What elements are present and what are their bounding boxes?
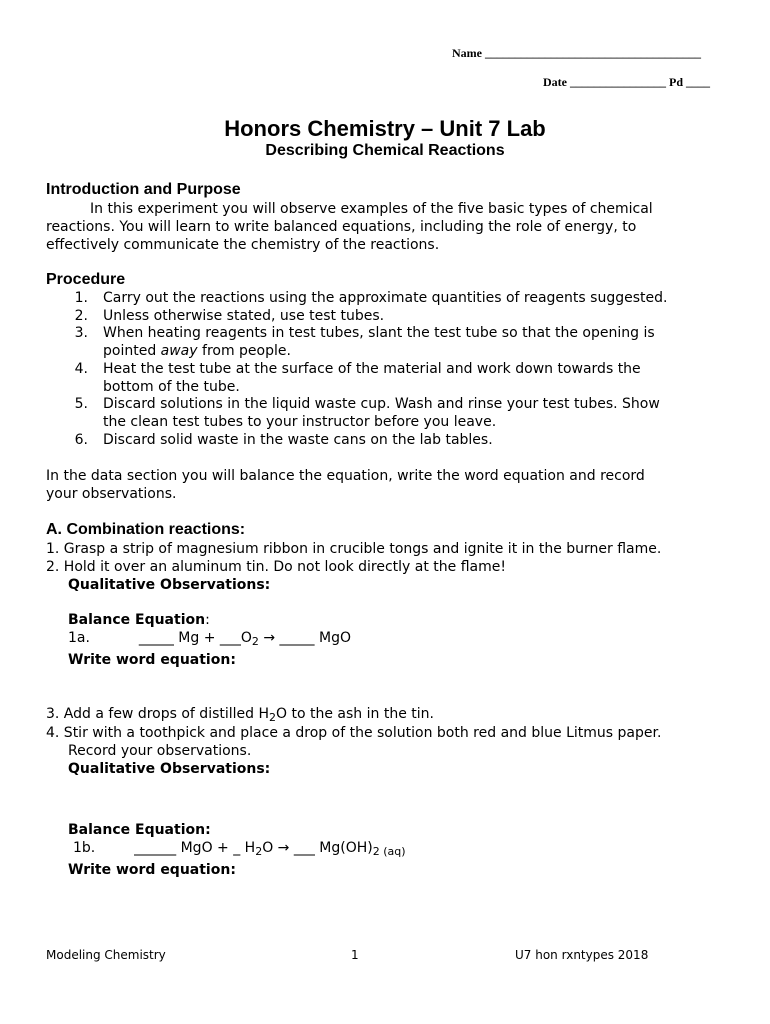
equation-products[interactable]: O → ___ Mg(OH) [262,840,373,856]
procedure-item-line: pointed [103,343,161,360]
procedure-item-line: the clean test tubes to your instructor before you leave. [103,413,497,430]
procedure-item [46,325,746,360]
procedure-item-number: 3. [74,325,88,342]
balance-equation-text: Balance Equation [68,612,206,628]
date-pd-row [543,75,710,90]
procedure-item-number: 1. [74,290,88,306]
write-word-equation-label: Write word equation: [68,652,236,668]
page-subtitle: Describing Chemical Reactions [265,142,505,159]
intro-line-2: reactions. You will learn to write balanced equations, including the role of energy, to [46,219,637,235]
page-title: Honors Chemistry – Unit 7 Lab [224,116,546,141]
subscript: 2 [269,711,277,724]
equation-reactants[interactable]: ______ MgO + _ H [134,840,256,856]
qualitative-observations-label-2: Qualitative Observations: [68,761,271,777]
section-a-step-1: 1. Grasp a strip of magnesium ribbon in crucible tongs and ignite it in the burner flame. [46,541,662,557]
section-a-step-3 [46,705,434,723]
equation-label: 1b. [73,840,96,856]
equation-label: 1a. [68,630,90,646]
equation-reactants[interactable]: _____ Mg + ___O [138,630,252,646]
subscript: 2 [251,635,259,648]
qualitative-observations-label: Qualitative Observations: [68,577,271,593]
section-a-step-4: 4. Stir with a toothpick and place a drop of the solution both red and blue Litmus paper. [46,725,662,741]
procedure-item [46,290,746,308]
intro-line-3: effectively communicate the chemistry of the reactions. [46,237,440,253]
procedure-item-line: from people. [197,343,291,360]
procedure-item [46,432,746,450]
subscript: 2 (aq) [372,845,406,858]
procedure-list [46,290,746,449]
footer-page-number: 1 [351,948,359,962]
balance-equation-label [68,611,210,629]
procedure-item-line: Heat the test tube at the surface of the material and work down towards the [103,360,641,377]
equation-products[interactable]: → _____ MgO [258,630,351,646]
procedure-item-number: 5. [74,396,88,413]
equation-1a [68,629,351,647]
section-a-heading: A. Combination reactions: [46,521,246,538]
procedure-item [46,396,746,431]
intro-heading: Introduction and Purpose [46,181,241,198]
procedure-heading: Procedure [46,271,126,288]
date-blank[interactable]: ________________ [570,75,666,89]
footer-right: U7 hon rxntypes 2018 [515,948,649,962]
data-note-line-2: your observations. [46,486,177,502]
procedure-item-text [88,396,723,431]
equation-1b [73,839,406,857]
step-3-text-end: O to the ash in the tin. [276,706,434,722]
procedure-item-number: 2. [74,307,88,324]
procedure-item [46,308,746,326]
procedure-item-text: Unless otherwise stated, use test tubes. [103,307,385,324]
balance-equation-colon: : [205,612,210,628]
intro-line-1: In this experiment you will observe examples of the five basic types of chemical [90,201,653,217]
name-blank[interactable]: ____________________________________ [485,46,701,60]
procedure-item-line: bottom of the tube. [103,378,240,395]
section-a-step-2: 2. Hold it over an aluminum tin. Do not look directly at the flame! [46,559,506,575]
pd-label: Pd [669,75,684,89]
procedure-item [46,361,746,396]
subscript: 2 [255,845,263,858]
procedure-item-line: When heating reagents in test tubes, slant the test tube so that the opening is [103,325,655,342]
balance-equation-label-2: Balance Equation: [68,822,211,838]
procedure-item-text: Discard solid waste in the waste cans on the lab tables. [103,431,493,448]
emphasis-away: away [160,343,198,360]
procedure-item-text: Carry out the reactions using the approximate quantities of reagents suggested. [103,290,668,306]
data-note-line-1: In the data section you will balance the equation, write the word equation and record [46,468,645,484]
procedure-item-text [88,361,723,396]
step-3-text: 3. Add a few drops of distilled H [46,706,270,722]
name-label: Name [452,46,482,60]
procedure-item-text [88,325,723,360]
procedure-item-number: 6. [74,431,88,448]
procedure-item-number: 4. [74,360,88,377]
write-word-equation-label-2: Write word equation: [68,862,236,878]
footer-left: Modeling Chemistry [46,948,166,962]
date-label: Date [543,75,567,89]
section-a-step-4-cont: Record your observations. [68,743,252,759]
pd-blank[interactable]: ____ [686,75,711,89]
procedure-item-line: Discard solutions in the liquid waste cup. Wash and rinse your test tubes. Show [103,396,660,413]
name-field-row [452,46,701,61]
